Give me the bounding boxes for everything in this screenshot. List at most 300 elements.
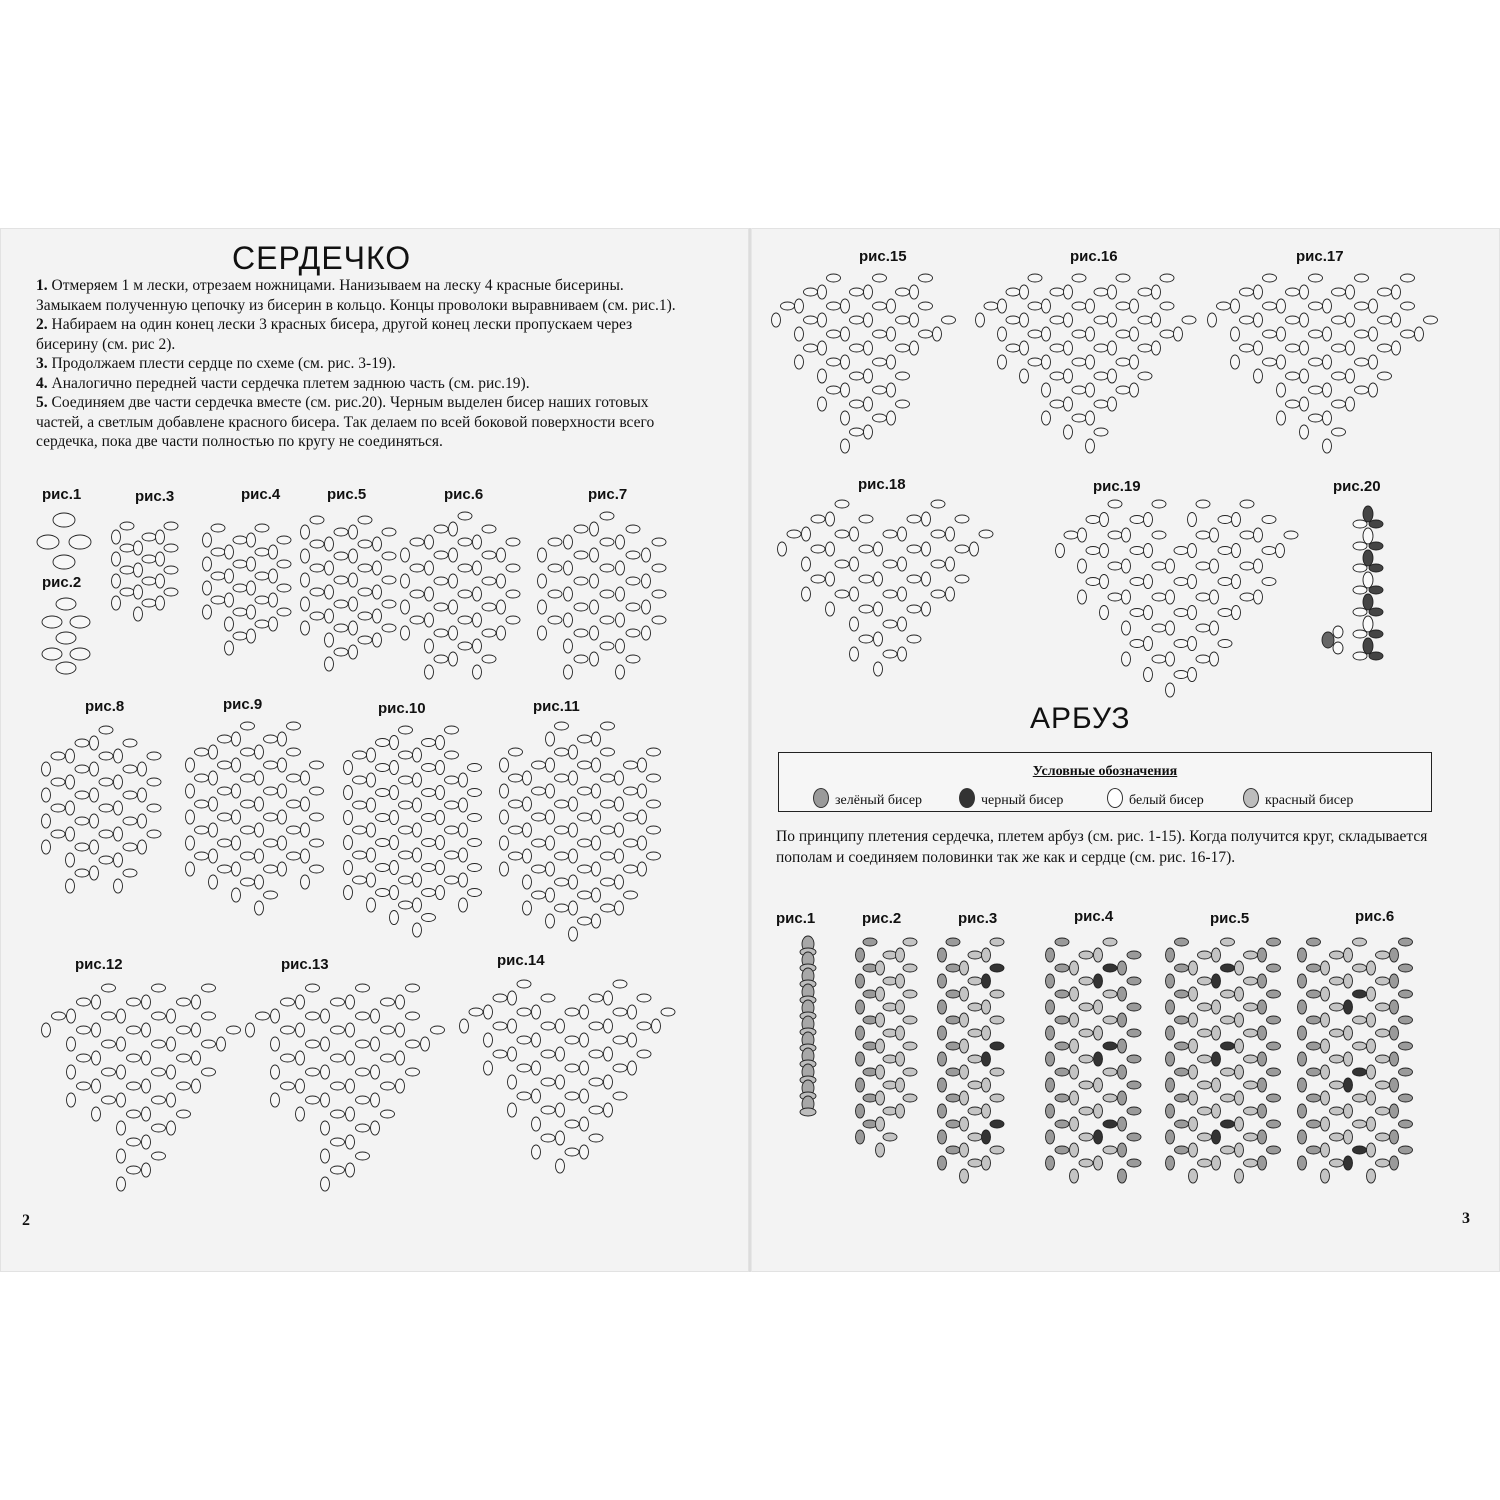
bead xyxy=(946,1120,960,1128)
bead xyxy=(626,551,640,559)
bead xyxy=(613,1064,627,1072)
bead xyxy=(77,1082,91,1090)
bead xyxy=(590,600,599,614)
bead xyxy=(458,590,472,598)
bead xyxy=(1367,1091,1376,1105)
bead xyxy=(615,875,624,889)
bead xyxy=(396,995,405,1009)
bead xyxy=(592,914,601,928)
bead xyxy=(271,1037,280,1051)
bead xyxy=(1086,327,1095,341)
bead xyxy=(167,1093,176,1107)
bead xyxy=(898,527,907,541)
bead xyxy=(1103,1146,1117,1154)
bead xyxy=(1116,386,1130,394)
bead xyxy=(434,525,448,533)
bead xyxy=(112,574,121,588)
bead xyxy=(578,813,592,821)
bead xyxy=(232,862,241,876)
bead xyxy=(1196,593,1210,601)
bead xyxy=(1240,288,1254,296)
bead xyxy=(422,864,436,872)
bead xyxy=(99,726,113,734)
bead xyxy=(203,533,212,547)
bead xyxy=(278,862,287,876)
bead xyxy=(1118,1013,1127,1027)
bead xyxy=(946,1016,960,1024)
bead xyxy=(1100,544,1109,558)
bead xyxy=(287,722,301,730)
bead xyxy=(1118,1065,1127,1079)
bead xyxy=(1232,575,1241,589)
bead xyxy=(1166,1052,1175,1066)
bead xyxy=(177,1054,191,1062)
bead xyxy=(1300,313,1309,327)
bead xyxy=(1050,344,1064,352)
pattern-fig-2 xyxy=(38,594,98,674)
bead xyxy=(1277,383,1286,397)
bead xyxy=(406,984,420,992)
bead xyxy=(1064,341,1073,355)
bead xyxy=(410,564,424,572)
bead xyxy=(592,888,601,902)
bead xyxy=(647,852,661,860)
bead xyxy=(120,588,134,596)
bead xyxy=(1235,1091,1244,1105)
bead xyxy=(508,1019,517,1033)
bead xyxy=(1369,299,1378,313)
bead xyxy=(1055,1016,1069,1024)
bead xyxy=(874,632,883,646)
bead xyxy=(399,751,413,759)
bead xyxy=(310,612,324,620)
bead xyxy=(919,302,933,310)
bead xyxy=(390,761,399,775)
bead xyxy=(114,775,123,789)
bead xyxy=(1210,621,1219,635)
bead xyxy=(1108,313,1117,327)
bead xyxy=(134,585,143,599)
bead xyxy=(569,823,578,837)
bead xyxy=(77,1054,91,1062)
pattern-fig-3 xyxy=(100,516,190,626)
bead xyxy=(167,1065,176,1079)
bead xyxy=(331,1166,345,1174)
bead xyxy=(269,545,278,559)
bead xyxy=(876,1117,885,1131)
page-number-left: 2 xyxy=(22,1212,30,1229)
bead xyxy=(211,572,225,580)
bead xyxy=(1212,1156,1221,1170)
bead xyxy=(1118,1143,1127,1157)
bead xyxy=(1094,428,1108,436)
bead xyxy=(1392,341,1401,355)
bead xyxy=(195,748,209,756)
bead xyxy=(982,1000,991,1014)
bead xyxy=(1346,369,1355,383)
bead xyxy=(601,800,615,808)
bead xyxy=(1322,632,1334,648)
bead xyxy=(390,811,399,825)
bead xyxy=(1346,285,1355,299)
bead xyxy=(968,1133,982,1141)
bead xyxy=(841,299,850,313)
step-4: 4. Аналогично передней части сердечка плетем заднюю часть (см. рис.19). xyxy=(36,374,530,392)
bead xyxy=(425,639,434,653)
bead xyxy=(436,761,445,775)
bead xyxy=(255,596,269,604)
bead xyxy=(624,761,638,769)
bead xyxy=(1166,1130,1175,1144)
bead xyxy=(255,823,264,837)
bead xyxy=(1323,299,1332,313)
bead xyxy=(51,778,65,786)
bead xyxy=(637,994,651,1002)
bead xyxy=(1344,948,1353,962)
bead xyxy=(500,836,509,850)
bead xyxy=(1369,520,1383,528)
bead xyxy=(1300,369,1309,383)
bead xyxy=(883,650,897,658)
bead xyxy=(367,823,376,837)
bead xyxy=(1130,383,1139,397)
bead xyxy=(344,786,353,800)
bead xyxy=(102,1068,116,1076)
bead xyxy=(1286,288,1300,296)
bead xyxy=(616,535,625,549)
bead xyxy=(1353,990,1367,998)
bead xyxy=(482,551,496,559)
bead xyxy=(1127,1081,1141,1089)
pattern-fig-15 xyxy=(766,270,966,460)
bead xyxy=(532,1005,541,1019)
bead xyxy=(123,817,137,825)
bead xyxy=(532,1061,541,1075)
bead xyxy=(1332,372,1346,380)
bead xyxy=(589,1050,603,1058)
bead xyxy=(938,1104,947,1118)
bead xyxy=(117,1093,126,1107)
bead xyxy=(946,1042,960,1050)
bead xyxy=(850,617,859,631)
bead xyxy=(1267,1042,1281,1050)
bead xyxy=(1094,1026,1103,1040)
bead xyxy=(142,1163,151,1177)
bead xyxy=(1064,397,1073,411)
bead xyxy=(960,1013,969,1027)
bead xyxy=(1127,1133,1141,1141)
bead xyxy=(818,369,827,383)
bead xyxy=(1118,1169,1127,1183)
bead xyxy=(269,569,278,583)
bead xyxy=(92,1107,101,1121)
bead xyxy=(532,865,546,873)
bead xyxy=(255,875,264,889)
bead xyxy=(1118,961,1127,975)
bead xyxy=(1127,977,1141,985)
bead xyxy=(946,964,960,972)
bead xyxy=(1094,1078,1103,1092)
bead xyxy=(458,512,472,520)
bead xyxy=(134,563,143,577)
bead xyxy=(127,1082,141,1090)
bead xyxy=(1196,655,1210,663)
bead xyxy=(152,1012,166,1020)
bead xyxy=(1118,1091,1127,1105)
bead xyxy=(548,590,562,598)
bead xyxy=(1262,547,1276,555)
bead xyxy=(1094,1156,1103,1170)
bead xyxy=(1254,590,1263,604)
bead xyxy=(1127,1159,1141,1167)
bead xyxy=(919,330,933,338)
bead xyxy=(1152,313,1161,327)
bead xyxy=(1367,1143,1376,1157)
bead xyxy=(1094,1130,1103,1144)
bead xyxy=(1130,299,1139,313)
bead xyxy=(1240,344,1254,352)
bead xyxy=(1309,330,1323,338)
bead xyxy=(1166,621,1175,635)
bead xyxy=(37,535,59,549)
bead xyxy=(1333,642,1343,654)
bead xyxy=(1103,1094,1117,1102)
bead xyxy=(458,564,472,572)
bead xyxy=(406,1012,420,1020)
bead xyxy=(955,545,969,553)
bead xyxy=(1286,400,1300,408)
bead xyxy=(990,1042,1004,1050)
bead xyxy=(349,549,358,563)
bead xyxy=(883,620,897,628)
bead xyxy=(1221,1146,1235,1154)
bead xyxy=(574,577,588,585)
bead xyxy=(1232,513,1241,527)
bead xyxy=(616,665,625,679)
bead xyxy=(445,776,459,784)
bead xyxy=(152,1068,166,1076)
bead xyxy=(164,588,178,596)
bead xyxy=(990,1146,1004,1154)
bead xyxy=(580,1033,589,1047)
pattern-fig-12 xyxy=(36,980,256,1200)
bead xyxy=(1240,316,1254,324)
bead xyxy=(117,1037,126,1051)
bead xyxy=(325,657,334,671)
bead xyxy=(1376,977,1390,985)
bead xyxy=(186,758,195,772)
bead xyxy=(1166,1104,1175,1118)
bead xyxy=(1369,542,1383,550)
bead xyxy=(1166,652,1175,666)
bead xyxy=(156,530,165,544)
bead xyxy=(850,344,864,352)
bead xyxy=(1363,506,1373,522)
bead xyxy=(946,587,955,601)
bead xyxy=(508,1075,517,1089)
bead xyxy=(271,1009,280,1023)
bead xyxy=(277,608,291,616)
bead xyxy=(459,823,468,837)
bead xyxy=(277,536,291,544)
bead xyxy=(637,1022,651,1030)
bead xyxy=(1079,1133,1093,1141)
bead xyxy=(541,1078,555,1086)
bead xyxy=(1116,358,1130,366)
bead xyxy=(946,1094,960,1102)
bead xyxy=(436,861,445,875)
bead xyxy=(177,1082,191,1090)
bead xyxy=(1175,1016,1189,1024)
bead xyxy=(638,784,647,798)
bead xyxy=(356,1012,370,1020)
bead xyxy=(508,1103,517,1117)
bead xyxy=(1198,1159,1212,1167)
bead xyxy=(1160,330,1174,338)
bead xyxy=(127,1110,141,1118)
bead xyxy=(841,411,850,425)
bead xyxy=(1094,1052,1103,1066)
bead xyxy=(615,797,624,811)
bead xyxy=(541,1022,555,1030)
bead xyxy=(1174,547,1188,555)
bead xyxy=(218,735,232,743)
bead xyxy=(590,626,599,640)
fig-label-7: рис.7 xyxy=(588,486,628,503)
bead xyxy=(564,561,573,575)
bead xyxy=(1103,1016,1117,1024)
pattern-fig-19 xyxy=(1050,496,1310,706)
bead xyxy=(1376,1133,1390,1141)
bead xyxy=(56,598,76,610)
bead xyxy=(538,626,547,640)
bead xyxy=(127,1026,141,1034)
bead xyxy=(887,411,896,425)
bead xyxy=(51,804,65,812)
bead xyxy=(278,758,287,772)
bead xyxy=(523,901,532,915)
bead xyxy=(1378,344,1392,352)
bead xyxy=(195,826,209,834)
bead xyxy=(601,722,615,730)
bead xyxy=(445,876,459,884)
bead xyxy=(1390,1026,1399,1040)
bead xyxy=(1424,316,1438,324)
bead xyxy=(373,609,382,623)
bead xyxy=(1160,302,1174,310)
bead xyxy=(960,1117,969,1131)
bead xyxy=(1376,1055,1390,1063)
bead xyxy=(396,1023,405,1037)
bead xyxy=(922,512,931,526)
bead xyxy=(287,800,301,808)
bead xyxy=(896,1026,905,1040)
bead xyxy=(1369,608,1383,616)
bead xyxy=(1369,630,1383,638)
bead xyxy=(604,1075,613,1089)
bead xyxy=(1198,1133,1212,1141)
bead xyxy=(850,587,859,601)
bead xyxy=(1376,1107,1390,1115)
bead xyxy=(278,836,287,850)
bead xyxy=(138,762,147,776)
bead xyxy=(1079,951,1093,959)
bead xyxy=(1103,1120,1117,1128)
bead xyxy=(1166,1078,1175,1092)
bead xyxy=(835,590,849,598)
bead xyxy=(255,572,269,580)
bead xyxy=(580,1061,589,1075)
bead xyxy=(1144,606,1153,620)
bead xyxy=(919,274,933,282)
bead xyxy=(1144,668,1153,682)
bead xyxy=(202,984,216,992)
bead xyxy=(580,1089,589,1103)
bead xyxy=(1309,414,1323,422)
bead xyxy=(434,577,448,585)
bead xyxy=(827,386,841,394)
bead xyxy=(349,573,358,587)
bead xyxy=(859,575,873,583)
bead xyxy=(1369,652,1383,660)
bead xyxy=(75,869,89,877)
bead xyxy=(287,826,301,834)
bead xyxy=(473,613,482,627)
bead xyxy=(546,914,555,928)
bead xyxy=(1050,400,1064,408)
bead xyxy=(802,587,811,601)
bead xyxy=(264,839,278,847)
bead xyxy=(569,771,578,785)
bead xyxy=(874,662,883,676)
bead xyxy=(247,629,256,643)
bead xyxy=(1390,948,1399,962)
bead xyxy=(186,862,195,876)
bead xyxy=(92,1079,101,1093)
bead xyxy=(990,1094,1004,1102)
bead xyxy=(1130,355,1139,369)
bead xyxy=(325,585,334,599)
bead xyxy=(264,761,278,769)
bead xyxy=(413,923,422,937)
bead xyxy=(247,533,256,547)
bead xyxy=(399,726,413,734)
bead xyxy=(1122,621,1131,635)
bead xyxy=(1321,1065,1330,1079)
bead xyxy=(982,1156,991,1170)
bead xyxy=(356,1040,370,1048)
step-2: 2. Набираем на один конец лески 3 красных бисера, другой конец лески пропускаем через бисерину (см. рис 2). xyxy=(36,316,633,353)
bead xyxy=(1130,640,1144,648)
bead xyxy=(497,600,506,614)
bead xyxy=(1174,671,1188,679)
bead xyxy=(396,1051,405,1065)
bead xyxy=(1050,288,1064,296)
bead xyxy=(247,557,256,571)
bead xyxy=(873,302,887,310)
bead xyxy=(604,1047,613,1061)
bead xyxy=(1046,1026,1055,1040)
bead xyxy=(225,617,234,631)
bead xyxy=(835,500,849,508)
bead xyxy=(1309,302,1323,310)
bead xyxy=(859,635,873,643)
bead xyxy=(1367,1117,1376,1131)
bead xyxy=(1353,1068,1367,1076)
bead xyxy=(628,1005,637,1019)
bead xyxy=(1028,358,1042,366)
bead xyxy=(1244,1133,1258,1141)
